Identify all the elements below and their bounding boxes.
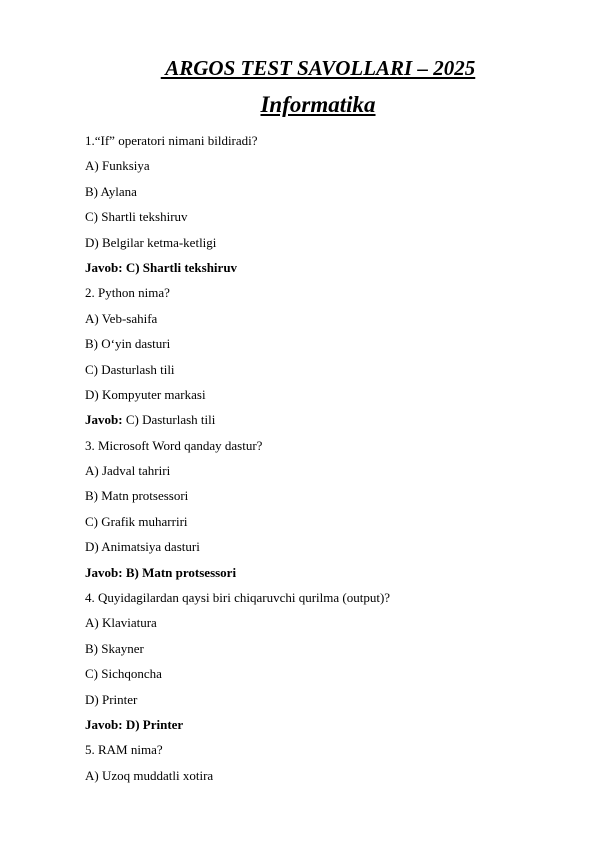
option-item: B) Skayner [85,640,144,656]
option-item: D) Printer [85,691,138,707]
answer-text: C) Shartli tekshiruv [122,259,238,275]
answer-label: Javob: [85,259,123,275]
option-item: A) Uzoq muddatli xotira [85,767,214,783]
question-text: 1.“If” operatori nimani bildiradi? [85,133,258,148]
option-item: C) Shartli tekshiruv [85,209,188,225]
option-item: A) Funksiya [85,158,150,174]
answer-text: B) Matn protsessori [122,564,237,580]
option-item: A) Klaviatura [85,615,157,631]
option-item: A) Veb-sahifa [85,310,158,326]
document-subtitle: Informatika [260,92,376,117]
option-item: C) Grafik muharriri [85,513,188,529]
answer-label: Javob: [85,716,123,732]
answer-text: C) Dasturlash tili [122,412,216,428]
answer-line [85,560,545,585]
question-list [85,128,545,788]
option-item: D) Animatsiya dasturi [85,539,200,555]
question-text: 3. Microsoft Word qanday dastur? [85,437,263,453]
question-text: 2. Python nima? [85,285,170,301]
answer-line [85,255,545,280]
answer-line [85,712,545,737]
option-item: C) Dasturlash tili [85,361,175,377]
answer-line [85,407,545,432]
question-text: 5. RAM nima? [85,742,163,758]
answer-text: D) Printer [122,716,184,732]
answer-label: Javob: [85,412,123,428]
option-item: D) Belgilar ketma-ketligi [85,234,217,250]
answer-label: Javob: [85,564,123,580]
option-item: B) O‘yin dasturi [85,336,171,352]
option-item: B) Aylana [85,183,137,199]
option-item: C) Sichqoncha [85,666,162,682]
document-title: ARGOS TEST SAVOLLARI – 2025 [160,56,476,80]
option-item: D) Kompyuter markasi [85,386,206,402]
option-item: B) Matn protsessori [85,488,189,504]
question-text: 4. Quyidagilardan qaysi biri chiqaruvchi qurilma (output)? [85,590,391,606]
option-item: A) Jadval tahriri [85,463,171,479]
